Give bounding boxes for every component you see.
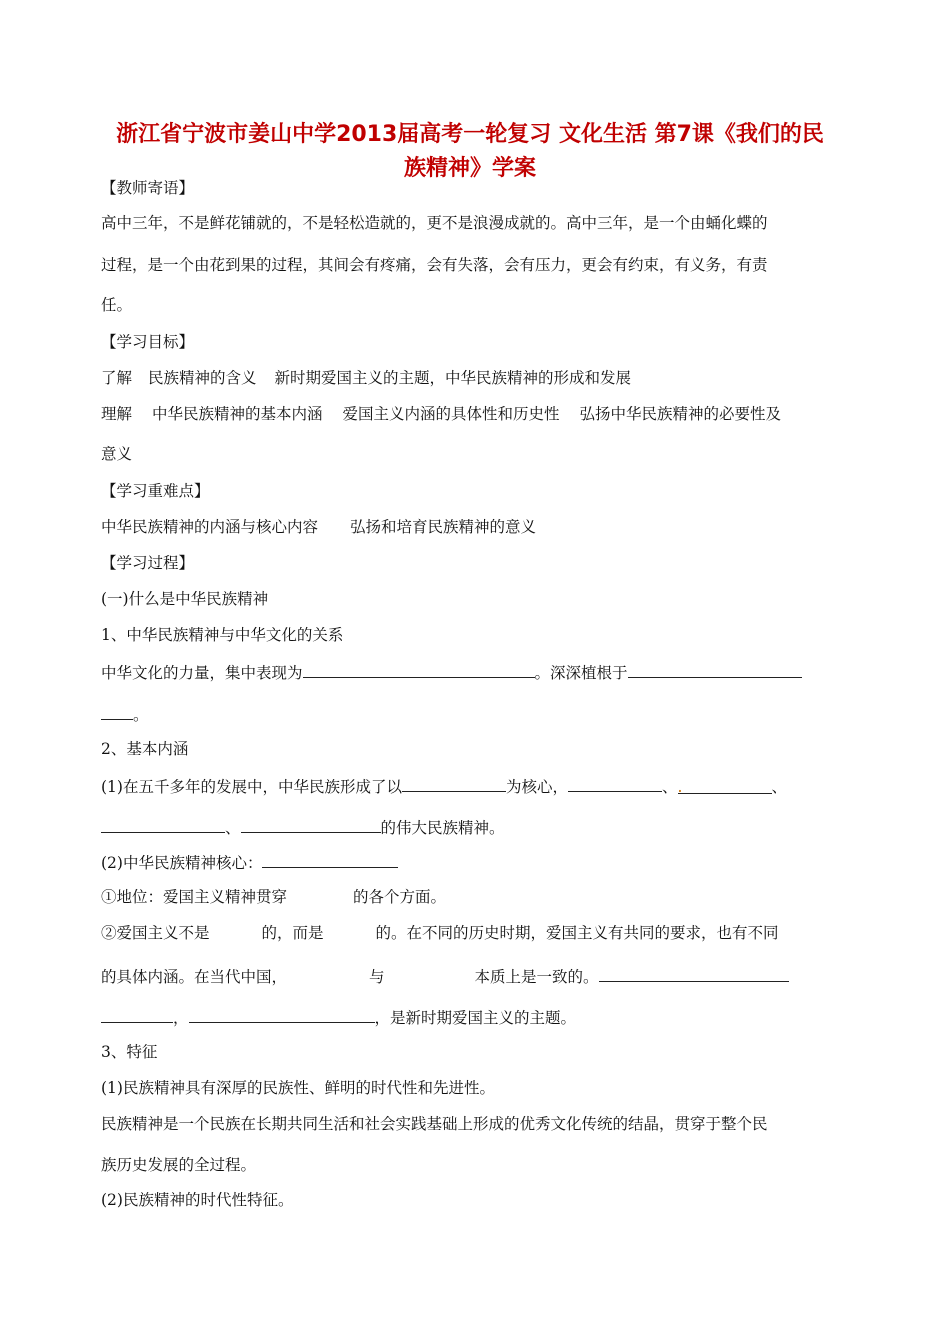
item-1-text-continued — [101, 703, 836, 725]
item-2-heading: 2、基本内涵 — [101, 740, 189, 758]
item-2-2-b-a: ②爱国主义不是 — [101, 924, 210, 942]
fill-blank[interactable] — [101, 816, 225, 833]
item-2-2-pos-a: ①地位：爱国主义精神贯穿 — [101, 888, 288, 906]
goals-header: 【学习目标】 — [101, 333, 195, 351]
item-2-2-b-b: 的，而是 — [261, 924, 324, 942]
item-2-2-d-a: ， — [173, 1009, 189, 1027]
keypoint-b: 弘扬和培育民族精神的意义 — [350, 518, 537, 536]
fill-blank[interactable] — [599, 965, 789, 982]
goal-understand — [101, 368, 836, 388]
fill-blank[interactable] — [241, 816, 381, 833]
goal-understand-b: 新时期爱国主义的主题，中华民族精神的形成和发展 — [274, 369, 632, 387]
item-2-2-b — [101, 923, 836, 943]
teacher-message-header: 【教师寄语】 — [101, 179, 195, 197]
goal-comprehend-a: 中华民族精神的基本内涵 — [152, 405, 323, 423]
item-2-2-c-c: 本质上是一致的。 — [474, 968, 599, 986]
title-line-1: 浙江省宁波市姜山中学2013届高考一轮复习 文化生活 第7课《我们的民 — [116, 122, 824, 147]
fill-blank[interactable] — [628, 661, 802, 678]
item-2-2-label: (2)中华民族精神核心： — [101, 854, 263, 872]
goal-comprehend-b: 爱国主义内涵的具体性和历史性 — [342, 405, 560, 423]
item-1-text-a: 中华文化的力量，集中表现为 — [101, 664, 303, 682]
goal-comprehend — [101, 404, 836, 424]
fill-blank[interactable] — [262, 851, 398, 868]
goal-comprehend-c: 弘扬中华民族精神的必要性及 — [579, 405, 782, 423]
teacher-message-line-3: 任。 — [101, 296, 133, 314]
item-3-1: (1)民族精神具有深厚的民族性、鲜明的时代性和先进性。 — [101, 1079, 495, 1097]
fill-blank[interactable] — [189, 1006, 375, 1023]
item-2-1-e: 、 — [225, 819, 241, 837]
fill-blank[interactable] — [568, 775, 662, 792]
goal-comprehend-continued: 意义 — [101, 445, 133, 463]
item-3-text-line-2: 族历史发展的全过程。 — [101, 1156, 257, 1174]
item-2-1-line-1 — [101, 775, 836, 797]
item-2-2-c — [101, 965, 836, 987]
fill-blank[interactable] — [402, 775, 506, 792]
section-1-heading: (一)什么是中华民族精神 — [101, 590, 269, 608]
fill-blank[interactable] — [101, 1006, 173, 1023]
item-2-2-heading — [101, 851, 836, 873]
item-2-1-line-2 — [101, 816, 836, 838]
item-2-2-c-b: 与 — [369, 968, 385, 986]
goal-comprehend-verb: 理解 — [101, 405, 133, 423]
fill-blank[interactable] — [101, 703, 133, 720]
item-2-1-c: 、 — [661, 778, 678, 796]
item-1-heading: 1、中华民族精神与中华文化的关系 — [101, 626, 344, 644]
orange-dot: . — [677, 778, 683, 796]
goal-understand-a: 民族精神的含义 — [148, 369, 257, 387]
item-2-2-d-b: ，是新时期爱国主义的主题。 — [374, 1009, 577, 1027]
item-2-1-b: 为核心， — [505, 778, 568, 796]
fill-blank[interactable] — [303, 661, 535, 678]
teacher-message-line-1: 高中三年，不是鲜花铺就的，不是轻松造就的，更不是浪漫成就的。高中三年，是一个由蛹化蝶的 — [101, 214, 768, 232]
item-1-text-b: 。深深植根于 — [534, 664, 628, 682]
item-2-2-position — [101, 887, 836, 907]
keypoint-a: 中华民族精神的内涵与核心内容 — [101, 518, 319, 536]
item-2-1-d: 、 — [771, 778, 788, 796]
item-1-text-c: 。 — [133, 706, 149, 724]
item-2-1-a: (1)在五千多年的发展中，中华民族形成了以 — [101, 778, 402, 796]
item-3-heading: 3、特征 — [101, 1043, 158, 1061]
keypoints-line — [101, 517, 836, 537]
item-2-2-b-c: 的。在不同的历史时期，爱国主义有共同的要求，也有不同 — [375, 924, 779, 942]
document-title — [100, 118, 840, 186]
item-2-2-d — [101, 1006, 836, 1028]
item-2-2-pos-b: 的各个方面。 — [353, 888, 447, 906]
fill-blank[interactable] — [678, 777, 772, 794]
item-3-2: (2)民族精神的时代性特征。 — [101, 1191, 294, 1209]
item-2-2-c-a: 的具体内涵。在当代中国， — [101, 968, 288, 986]
keypoints-header: 【学习重难点】 — [101, 482, 210, 500]
teacher-message-line-2: 过程，是一个由花到果的过程，其间会有疼痛，会有失落，会有压力，更会有约束，有义务，有责 — [101, 256, 768, 274]
process-header: 【学习过程】 — [101, 554, 195, 572]
goal-understand-verb: 了解 — [101, 369, 133, 387]
item-3-text-line-1: 民族精神是一个民族在长期共同生活和社会实践基础上形成的优秀文化传统的结晶，贯穿于整个民 — [101, 1115, 768, 1133]
item-1-text — [101, 661, 836, 683]
title-line-2: 族精神》学案 — [403, 156, 536, 181]
item-2-1-f: 的伟大民族精神。 — [380, 819, 505, 837]
